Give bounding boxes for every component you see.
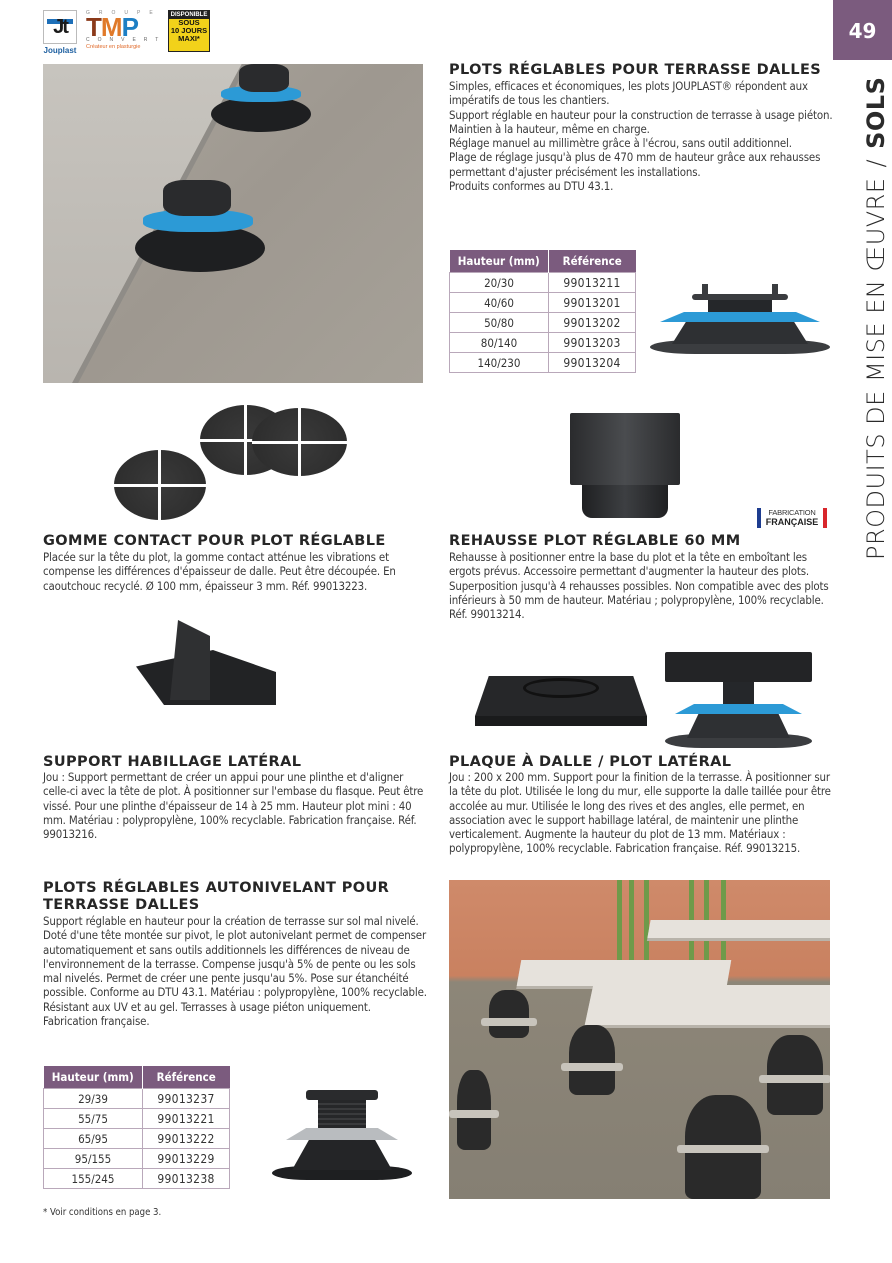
plots-reglables-title: PLOTS RÉGLABLES POUR TERRASSE DALLES [449,62,822,78]
plots-reglables-table [449,250,636,373]
table-header-row [450,250,636,273]
terrace-installation-photo [449,880,830,1199]
section-bold: SOLS [862,76,890,149]
table-row: 40/60 99013201 [450,293,636,313]
footnote: * Voir conditions en page 3. [43,1207,162,1218]
terrace-slab [585,985,830,1025]
table-row: 29/39 99013237 [44,1089,230,1109]
column-header-hauteur: Hauteur (mm) [450,250,549,273]
autonivelant-table [43,1066,230,1189]
gomme-contact-pad-image [252,408,347,476]
support-habillage-description: Jou : Support permettant de créer un appui pour une plinthe et d'aligner celle-ci avec la tête de plot. À positionner sur l'embase du flasque. Peut être vissé. Pour une plinthe d'épaisseur de 14 à 25 mm. Hauteur plot mini : 40 mm. Matériau : polypropylène, 100% recyclable. Fabrication française. Réf. 99013216. [43,770,424,842]
table-row: 80/140 99013203 [450,333,636,353]
jouplast-logo-name: Jouplast [43,46,77,55]
autonivelant-title: PLOTS RÉGLABLES AUTONIVELANT POUR TERRASSE DALLES [43,880,390,913]
plaque-on-plot-product-image [665,633,812,748]
section-title: PRODUITS DE MISE EN ŒUVRE/SOLS [862,76,890,560]
pedestal [489,990,529,1038]
bamboo [629,880,634,960]
jouplast-logo [42,10,78,54]
rehausse-description: Rehausse à positionner entre la base du plot et la tête en emboîtant les ergots prévus. Accessoire permettant d'augmenter la hauteur des plots. Superposition jusqu'à 4 rehausses possibles. Non compatible avec des plots inférieurs à 50 mm de hauteur. Matériau ; polypropylène, 100% recyclable. Réf. 99013214. [449,550,829,622]
pedestal [569,1025,615,1095]
rehausse-title: REHAUSSE PLOT RÉGLABLE 60 MM [449,533,741,549]
plaque-dalle-title: PLAQUE À DALLE / PLOT LATÉRAL [449,754,732,770]
availability-badge: DISPONIBLE SOUS 10 JOURS MAXI* [168,10,210,52]
table-row: 55/75 99013221 [44,1109,230,1129]
pedestal-head [239,64,289,92]
bamboo [617,880,622,960]
gomme-contact-pad-image [114,450,206,520]
bamboo [644,880,649,960]
terrace-pedestal-photo [43,64,423,383]
table-header-row [44,1066,230,1089]
tmp-tagline: Créateur en plasturgie [86,44,141,50]
column-header-hauteur: Hauteur (mm) [44,1066,143,1089]
table-row: 65/95 99013222 [44,1129,230,1149]
gomme-contact-description: Placée sur la tête du plot, la gomme contact atténue les vibrations et compense les différences d'épaisseur de dalle. Peut être découpée. En caoutchouc recyclé. Ø 100 mm, épaisseur 3 mm. Réf. 99013223. [43,550,396,593]
terrace-slab [647,920,830,938]
gomme-contact-title: GOMME CONTACT POUR PLOT RÉGLABLE [43,533,386,549]
column-header-reference: Référence [549,250,636,273]
table-row: 140/230 99013204 [450,353,636,373]
fabrication-francaise-badge: FABRICATION FRANÇAISE [757,508,827,528]
table-row: 155/245 99013238 [44,1169,230,1189]
support-habillage-title: SUPPORT HABILLAGE LATÉRAL [43,754,302,770]
pedestal [457,1070,491,1150]
plot-autonivelant-product-image [272,1085,412,1180]
pedestal [685,1095,761,1199]
terrace-slab [517,960,732,986]
plaque-dalle-description: Jou : 200 x 200 mm. Support pour la finition de la terrasse. À positionner sur la tête du plot. Utilisée le long du mur, elle supporte la dalle taillée pour être accolée au mur. Utilisée le long des rives et des angles, elle permet, en association avec le support habillage latéral, de maintenir une plinthe verticalement. Augmente la hauteur du plot de 13 mm. Matériaux : polypropylène, 100% recyclable. Fabrication française. Réf. 99013215. [449,770,831,856]
jouplast-logo-mark: Jt [43,10,77,44]
tmp-convert-logo: GROUPE TMP CONVERT Créateur en plasturgie [86,10,167,50]
table-row: 20/30 99013211 [450,273,636,293]
support-habillage-product-image [136,620,281,730]
rehausse-product-image [570,413,680,518]
tmp-wordmark: TMP [86,12,138,42]
pedestal [767,1035,823,1115]
autonivelant-description: Support réglable en hauteur pour la création de terrasse sur sol mal nivelé. Doté d'une tête montée sur pivot, le plot autonivelant permet de compenser automatiquement et sans outils additionnels les différences de niveau de l'environnement de la terrasse. Compense jusqu'à 5% de pente ou les sols mal nivelés. Permet de créer une pente jusqu'au 5%. Pose sur étanchéité possible. Conforme au DTU 43.1. Matériau : polypropylène, 100% recyclable. Résistant aux UV et au gel. Terrasses à usage piéton uniquement. Fabrication française. [43,914,427,1029]
plaque-a-dalle-product-image [475,668,647,726]
table-row: 95/155 99013229 [44,1149,230,1169]
page-number: 49 [833,0,892,60]
table-row: 50/80 99013202 [450,313,636,333]
plot-reglable-product-image [650,280,830,354]
column-header-reference: Référence [143,1066,230,1089]
plots-reglables-description: Simples, efficaces et économiques, les plots JOUPLAST® répondent aux impératifs de tous les chantiers. Support réglable en hauteur pour la construction de terrasse à usage piéton. Maintien à la hauteur, même en charge. Réglage manuel au millimètre grâce à l'écrou, sans outil additionnel. Plage de réglage jusqu'à plus de 470 mm de hauteur grâce aux rehausses permettant d'ajuster précisément les installations. Produits conformes au DTU 43.1. [449,79,833,194]
pedestal-head [163,180,231,216]
